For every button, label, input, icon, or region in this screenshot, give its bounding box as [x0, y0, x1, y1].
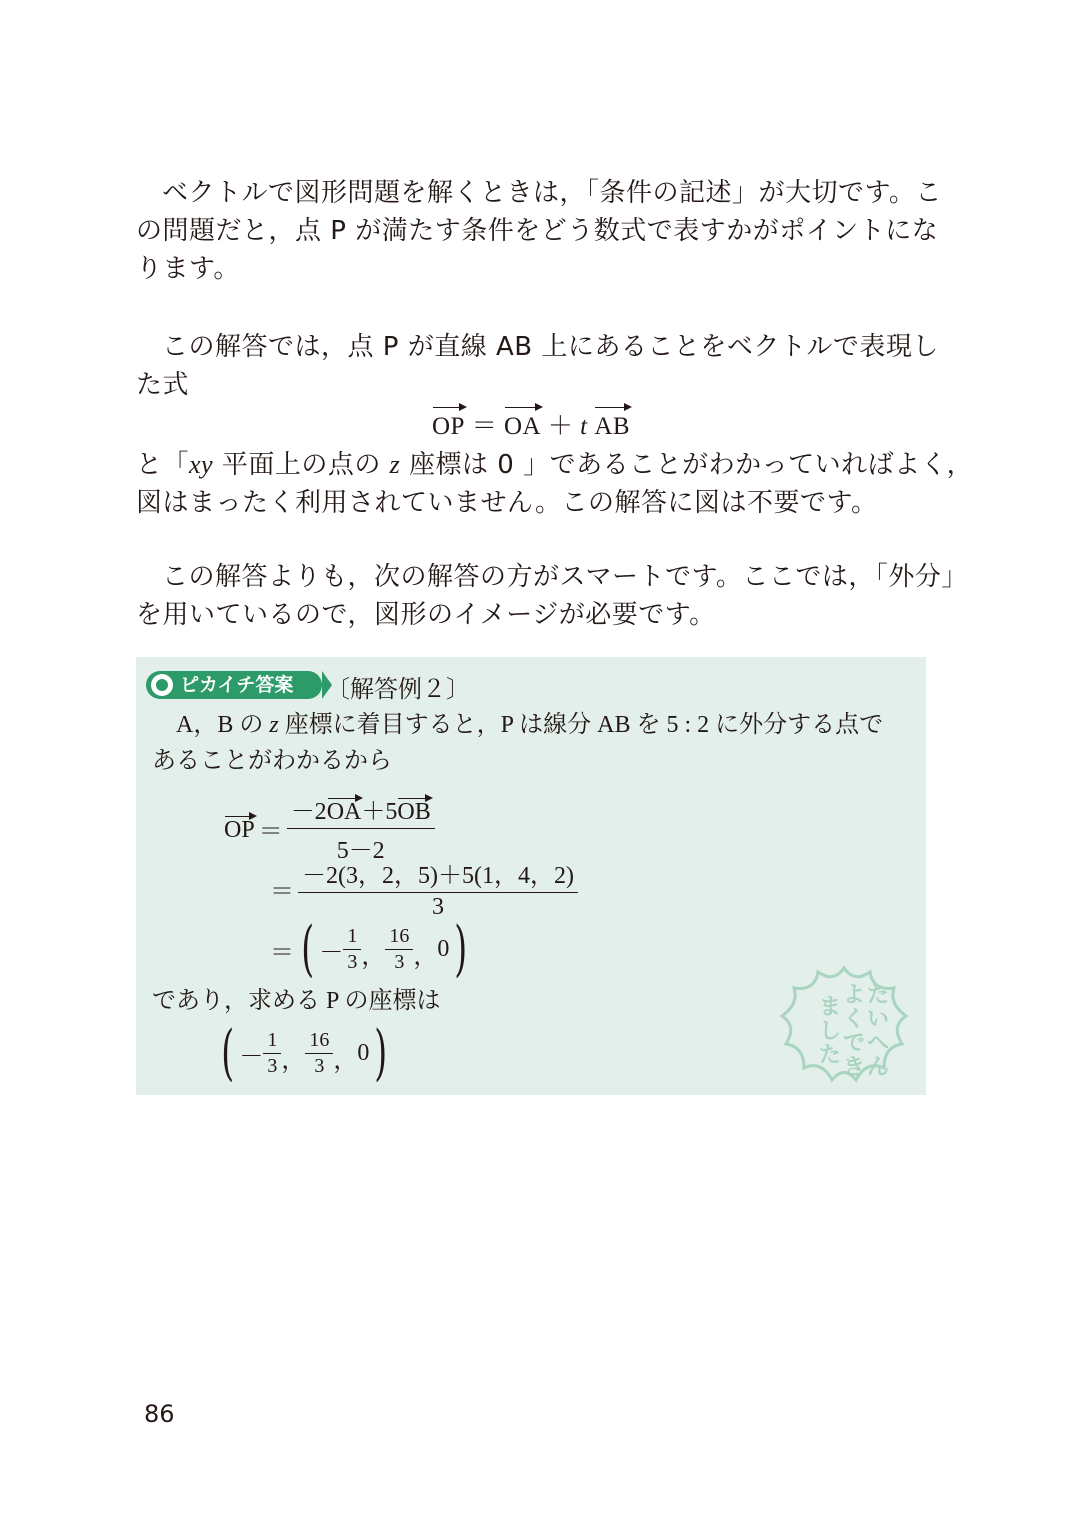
answer-text-1-pre: A，B の [176, 712, 270, 738]
result-minus: － [239, 1043, 264, 1070]
eq2-denominator: 3 [431, 894, 444, 920]
eq3-comma-1: ， [361, 944, 386, 970]
eq1-oa: OA [327, 795, 362, 826]
line3-post: 座標は 0 」であることがわかっていればよく， [400, 450, 974, 480]
paragraph-2-line-1: この解答では，点 P が直線 AB 上にあることをベクトルで表現し [162, 332, 939, 362]
svg-text:よ: よ [842, 983, 866, 1008]
example-label: 〔解答例２〕 [326, 675, 470, 703]
eq1-numerator [287, 791, 435, 829]
formula-plus: ＋ [547, 413, 574, 440]
paragraph-3-line-1: この解答よりも，次の解答の方がスマートです。ここでは，「外分」 [162, 562, 968, 592]
eq3-zero: 0 [437, 935, 450, 962]
face-icon [151, 674, 173, 696]
result-f1-den: 3 [267, 1055, 278, 1077]
svg-text:い: い [866, 1007, 890, 1032]
paragraph-2-line-2: た式 [136, 370, 190, 400]
eq3-f2-num: 16 [385, 925, 413, 950]
answer-text-1-post: 座標に着目すると，P は線分 AB を 5 : 2 に外分する点で [278, 712, 884, 738]
result-right-paren: ) [374, 1018, 388, 1088]
formula-equals: ＝ [471, 413, 498, 440]
z-variable: z [389, 450, 401, 479]
eq1-num-pre: －2 [290, 799, 327, 825]
eq1-fraction [287, 791, 435, 865]
svg-text:し: し [818, 1019, 842, 1044]
result-comma-1: ， [281, 1048, 306, 1074]
xy-variable: xy [189, 450, 214, 479]
answer-text-2: あることがわかるから [152, 748, 392, 774]
line3-mid: 平面上の点の [213, 450, 390, 480]
formula-t: t [580, 413, 588, 440]
paragraph-1 [136, 174, 942, 288]
eq3-equals: ＝ [270, 939, 294, 966]
pikaichi-badge [146, 671, 322, 699]
svg-text:で: で [842, 1031, 866, 1056]
svg-text:た: た [866, 983, 890, 1008]
eq3-minus: － [319, 939, 344, 966]
eq3-f2-den: 3 [394, 951, 405, 973]
equation-3 [270, 914, 473, 984]
svg-text:ん: ん [866, 1055, 890, 1080]
answer-text-3: であり，求める P の座標は [152, 988, 441, 1014]
eq3-f1-den: 3 [347, 951, 358, 973]
eq3-fraction-1 [343, 925, 361, 973]
page-number: 86 [144, 1400, 175, 1428]
svg-text:き: き [842, 1055, 866, 1080]
paragraph-1-line-2: の問題だと，点 P が満たす条件をどう数式で表すかがポイントにな [136, 216, 939, 246]
result-left-paren: ( [221, 1018, 235, 1088]
eq1-denominator: 5－2 [336, 838, 385, 864]
badge-label: ピカイチ答案 [180, 674, 294, 696]
paragraph-1-line-3: ります。 [136, 254, 240, 284]
vector-ab: AB [594, 404, 630, 446]
eq2-numerator: －2(3，2，5)＋5(1，4，2) [298, 855, 578, 893]
equation-1 [224, 791, 435, 865]
svg-text:く: く [842, 1007, 866, 1032]
paragraph-2-line-4: 図はまったく利用されていません。この解答に図は不要です。 [136, 488, 878, 518]
result-comma-2: ， [333, 1048, 358, 1074]
result-zero: 0 [357, 1039, 370, 1066]
well-done-stamp [778, 962, 910, 1094]
equation-2 [270, 855, 578, 921]
answer-z-variable: z [269, 712, 279, 738]
svg-text:た: た [818, 1043, 842, 1068]
paragraph-3 [136, 558, 968, 634]
eq3-left-paren: ( [301, 914, 315, 984]
eq3-fraction-2 [385, 925, 413, 973]
paragraph-1-line-1: ベクトルで図形問題を解くときは，「条件の記述」が大切です。こ [162, 178, 942, 208]
vector-oa: OA [504, 404, 541, 446]
result-fraction-1 [263, 1029, 281, 1077]
eq3-comma-2: ， [413, 944, 438, 970]
result-f1-num: 1 [263, 1029, 281, 1054]
answer-text-1 [176, 707, 883, 743]
line3-pre: と「 [136, 450, 190, 480]
eq1-equals: ＝ [258, 818, 283, 845]
vector-formula [136, 404, 936, 446]
result-coordinates [216, 1018, 393, 1088]
eq2-equals: ＝ [270, 878, 294, 905]
eq3-f1-num: 1 [343, 925, 361, 950]
eq1-ob: OB [397, 795, 430, 826]
svg-text:ま: ま [818, 995, 842, 1020]
eq1-num-mid: ＋5 [361, 799, 398, 825]
paragraph-3-line-2: を用いているので，図形のイメージが必要です。 [136, 600, 716, 630]
svg-text:へ: へ [866, 1031, 890, 1056]
result-fraction-2 [305, 1029, 333, 1077]
eq3-right-paren: ) [454, 914, 468, 984]
result-f2-num: 16 [305, 1029, 333, 1054]
paragraph-2-line-3 [136, 446, 974, 484]
vector-op: OP [432, 404, 465, 446]
paragraph-2 [136, 328, 974, 522]
result-f2-den: 3 [314, 1055, 325, 1077]
eq2-fraction [298, 855, 578, 921]
eq1-op: OP [224, 813, 255, 844]
